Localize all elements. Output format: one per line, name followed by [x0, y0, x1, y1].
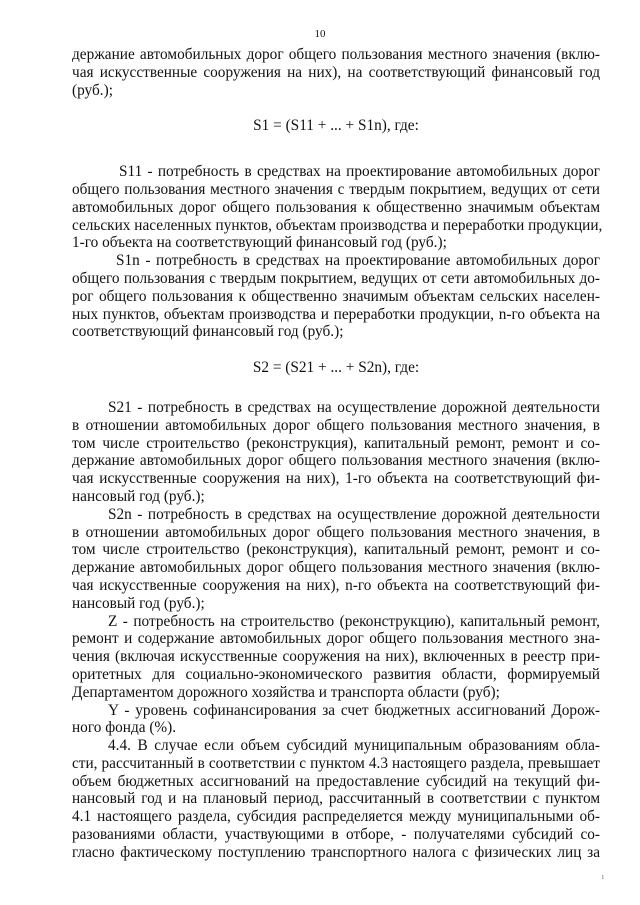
- paragraph-4-4: [72, 737, 600, 862]
- text-line: ремонт и содержание автомобильных дорог общего пользования местного зна-: [72, 630, 600, 648]
- text-line: разованиями области, участвующими в отборе, - получателями субсидий со-: [72, 826, 600, 844]
- page-number: 10: [314, 28, 326, 40]
- text-line: нансовый год (руб.);: [72, 487, 205, 505]
- paragraph-s2n: [72, 506, 600, 613]
- text-line: ного фонда (%).: [72, 719, 177, 737]
- paragraph-y: [72, 702, 600, 738]
- text-line: общего пользования с твердым покрытием, ведущих от сети автомобильных до-: [72, 269, 600, 287]
- text-line: автомобильных дорог общего пользования к общественно значимым объектам: [72, 198, 600, 216]
- paragraph-s11: [72, 163, 603, 252]
- text-line: в отношении автомобильных дорог общего пользования местного значения, в: [72, 523, 600, 541]
- text-line: S11 - потребность в средствах на проектирование автомобильных дорог: [119, 163, 600, 181]
- text-line: соответствующий финансовый год (руб.);: [72, 323, 344, 341]
- text-line: S2n - потребность в средствах на осуществление дорожной деятельности: [108, 505, 600, 523]
- scan-mark: ı: [601, 872, 604, 881]
- text-line: держание автомобильных дорог общего пользования местного значения (вклю-: [72, 559, 600, 577]
- text-line: 1-го объекта на соответствующий финансовый год (руб.);: [72, 234, 447, 252]
- text-line: нансовый год (руб.);: [72, 594, 205, 612]
- text-line: ных пунктов, объектам производства и переработки продукции, n-го объекта на: [72, 305, 600, 323]
- text-line: в отношении автомобильных дорог общего пользования местного значения, в: [72, 416, 600, 434]
- text-line: держание автомобильных дорог общего пользования местного значения (вклю-: [72, 46, 600, 63]
- paragraph-s21: [72, 399, 600, 506]
- text-line: чения (включая искусственные сооружения на них), включенных в реестр при-: [72, 648, 600, 666]
- document-body: [72, 46, 603, 862]
- text-line: Z - потребность на строительство (реконструкцию), капитальный ремонт,: [108, 612, 600, 630]
- formula-s1: S1 = (S11 + ... + S1n), где:: [253, 117, 419, 135]
- text-line: оритетных для социально-экономического развития области, формируемый: [72, 665, 600, 683]
- text-line: гласно фактическому поступлению транспортного налога с физических лиц за: [72, 843, 600, 861]
- text-line: сти, рассчитанный в соответствии с пунктом 4.3 настоящего раздела, превышает: [72, 754, 600, 772]
- text-line: чая искусственные сооружения на них), 1-го объекта на соответствующий фи-: [72, 470, 600, 488]
- text-line: сельских населенных пунктов, объектам производства и переработки продукции,: [72, 216, 603, 234]
- text-line: Департаментом дорожного хозяйства и транспорта области (руб);: [72, 683, 500, 701]
- paragraph-s1n: [72, 252, 600, 341]
- text-line: рог общего пользования к общественно значимым объектам сельских населен-: [72, 287, 600, 305]
- text-line: объем бюджетных ассигнований на предоставление субсидий на текущий фи-: [72, 772, 600, 790]
- text-line: чая искусственные сооружения на них), n-го объекта на соответствующий фи-: [72, 576, 600, 594]
- text-line: (руб.);: [72, 81, 113, 99]
- text-line: Y - уровень софинансирования за счет бюджетных ассигнований Дорож-: [108, 701, 600, 719]
- text-line: том числе строительство (реконструкция), капитальный ремонт, ремонт и со-: [72, 541, 600, 559]
- intro-paragraph: [72, 46, 600, 99]
- text-line: 4.1 настоящего раздела, субсидия распределяется между муниципальными об-: [72, 808, 600, 826]
- text-line: S21 - потребность в средствах на осуществление дорожной деятельности: [108, 398, 600, 416]
- text-line: общего пользования местного значения с твердым покрытием, ведущих от сети: [72, 180, 600, 198]
- text-line: том числе строительство (реконструкция), капитальный ремонт, ремонт и со-: [72, 434, 600, 452]
- text-line: чая искусственные сооружения на них), на соответствующий финансовый год: [72, 63, 600, 81]
- text-line: держание автомобильных дорог общего пользования местного значения (вклю-: [72, 452, 600, 470]
- text-line: 4.4. В случае если объем субсидий муниципальным образованиям обла-: [108, 737, 600, 755]
- formula-s2: S2 = (S21 + ... + S2n), где:: [252, 359, 420, 377]
- paragraph-z: [72, 613, 600, 702]
- text-line: нансовый год и на плановый период, рассчитанный в соответствии с пунктом: [72, 790, 600, 808]
- text-line: S1n - потребность в средствах на проектирование автомобильных дорог: [116, 252, 600, 270]
